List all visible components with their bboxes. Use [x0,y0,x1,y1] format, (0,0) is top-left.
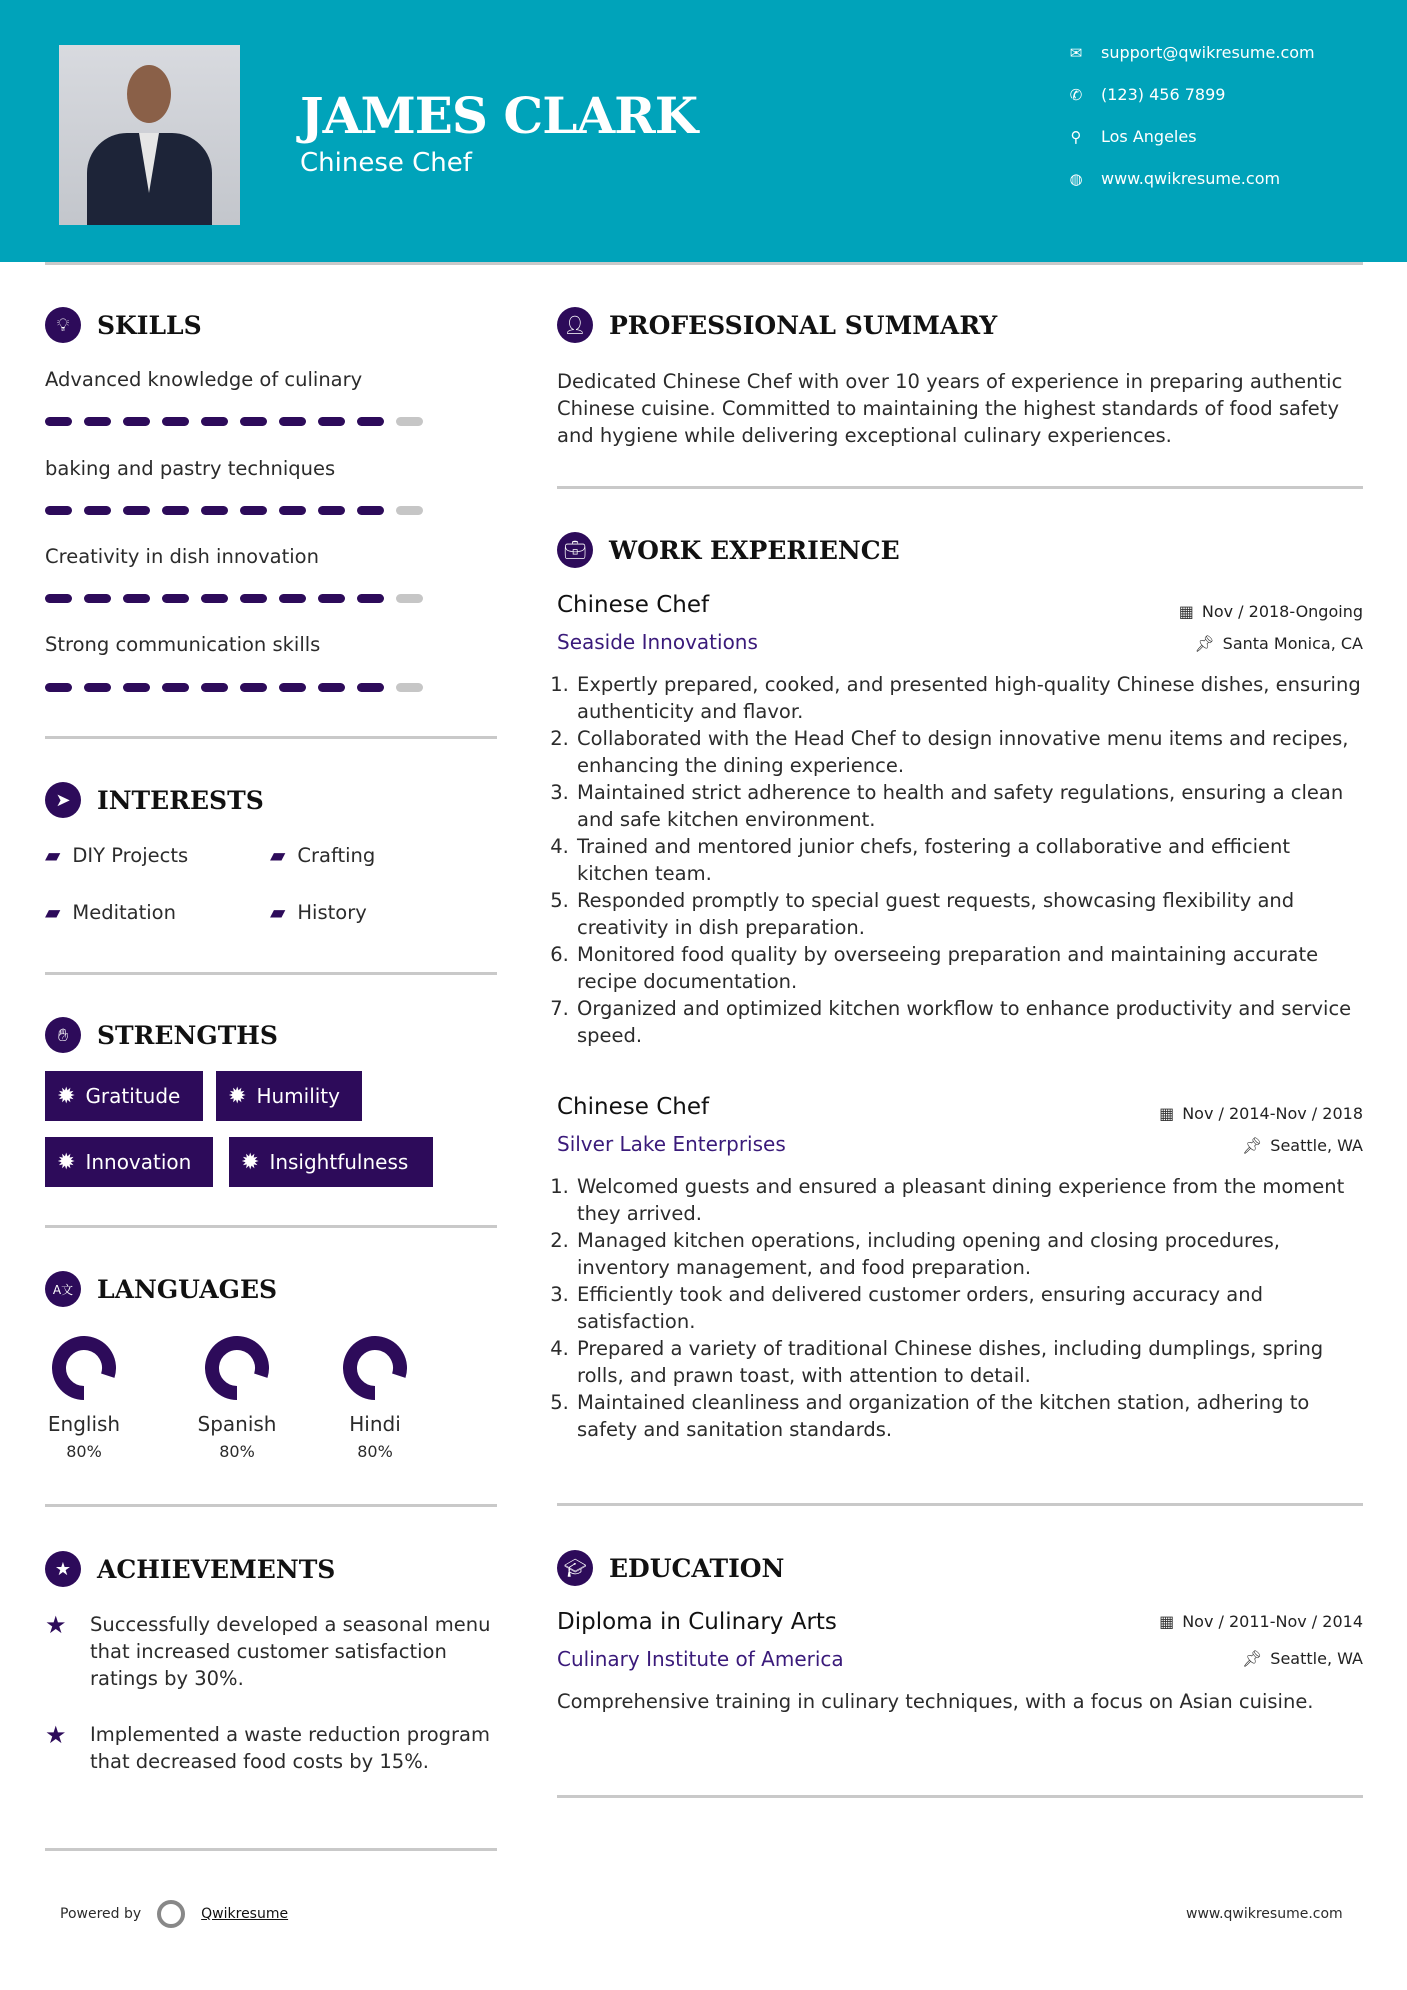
job-bullet: 2. Managed kitchen operations, including opening and closing procedures, inventory management, and food preparation. [575,1227,1363,1281]
skill-bar-segment [318,506,345,515]
skill-bar-segment [396,417,423,426]
skill-bar-segment [201,594,228,603]
skill-bar-segment [201,683,228,692]
skill-label: Advanced knowledge of culinary [45,368,363,391]
job-bullet: 4. Trained and mentored junior chefs, fostering a collaborative and efficient kitchen team. [575,833,1363,887]
skills-heading: 💡︎ SKILLS [45,307,202,343]
job-bullet: 1. Welcomed guests and ensured a pleasant dining experience from the moment they arrived. [575,1173,1363,1227]
achievement-item: ★ Successfully developed a seasonal menu that increased customer satisfaction ratings by 30%. [45,1611,491,1690]
star-icon: ★ [45,1721,67,1749]
skill-bar-segment [357,417,384,426]
skill-bar-segment [84,506,111,515]
skill-bar-segment [84,594,111,603]
skill-bar-segment [240,506,267,515]
skill-bar [45,683,423,692]
skill-bar-segment [45,506,72,515]
divider [557,486,1363,489]
candidate-title: Chinese Chef [300,148,472,178]
interests-heading: ➤ INTERESTS [45,782,264,818]
skill-bar-segment [396,594,423,603]
badge-icon: ✹ [228,1083,247,1109]
school-name: Culinary Institute of America [557,1647,844,1671]
skill-label: baking and pastry techniques [45,457,336,480]
skill-bar-segment [201,417,228,426]
skill-bar-segment [240,417,267,426]
skill-bar-segment [162,506,189,515]
job-title: Chinese Chef [557,1094,710,1120]
pin-icon: 📌︎ [1241,1649,1263,1668]
divider [557,1503,1363,1506]
job-bullet: 6. Monitored food quality by overseeing preparation and maintaining accurate recipe documentation. [575,941,1363,995]
skill-bar-segment [201,506,228,515]
education-heading: 🎓︎ EDUCATION [557,1550,784,1586]
star-icon: ★ [45,1551,81,1587]
interest-item: ▰ DIY Projects [45,843,189,867]
job-bullets [557,1173,1363,1443]
skill-bar-segment [279,506,306,515]
footer-powered-by: Powered by Qwikresume [60,1900,288,1928]
job-bullets [557,671,1363,1049]
footer-website[interactable]: www.qwikresume.com [1186,1906,1343,1922]
job-bullet: 3. Efficiently took and delivered customer orders, ensuring accuracy and satisfaction. [575,1281,1363,1335]
qwikresume-link[interactable]: Qwikresume [201,1906,289,1922]
interest-item: ▰ Crafting [270,843,376,867]
languages-heading: A文 LANGUAGES [45,1271,277,1307]
language-ring-arc [59,1343,109,1393]
skill-bar-segment [123,683,150,692]
job-bullet: 2. Collaborated with the Head Chef to design innovative menu items and recipes, enhancing the dining experience. [575,725,1363,779]
calendar-icon: ▦ [1178,602,1194,621]
divider [45,262,1363,265]
skill-bar-segment [84,417,111,426]
skill-bar-segment [279,417,306,426]
language-ring [52,1336,116,1400]
skill-bar-segment [162,594,189,603]
skill-bar-segment [45,594,72,603]
qwikresume-logo-icon [157,1900,185,1928]
phone-icon: ✆ [1069,85,1083,104]
profile-photo [59,45,240,225]
user-icon: 👤︎ [557,307,593,343]
skill-bar-segment [123,594,150,603]
job-bullet: 3. Maintained strict adherence to health and safety regulations, ensuring a clean and safe kitchen environment. [575,779,1363,833]
pin-icon: 📌︎ [1241,1136,1263,1155]
language-ring [205,1336,269,1400]
language-ring-arc [350,1343,400,1393]
calendar-icon: ▦ [1159,1612,1175,1631]
skill-label: Creativity in dish innovation [45,545,319,568]
skill-bar-segment [162,683,189,692]
pin-icon: 📌︎ [1194,634,1215,653]
briefcase-icon: 💼︎ [557,532,593,568]
skill-bar-segment [318,594,345,603]
hand-icon: ✋︎ [45,1017,81,1053]
job-bullet: 5. Maintained cleanliness and organization of the kitchen station, adhering to safety and sanitation standards. [575,1389,1363,1443]
skill-label: Strong communication skills [45,633,321,656]
language-item: English 80% [29,1336,139,1461]
skill-bar [45,506,423,515]
contact-phone: ✆ (123) 456 7899 [1066,85,1225,104]
skill-bar-segment [84,683,111,692]
strength-tag: ✹ Innovation [45,1137,213,1187]
divider [45,1848,497,1851]
job-bullet: 1. Expertly prepared, cooked, and presented high-quality Chinese dishes, ensuring authenticity and flavor. [575,671,1363,725]
skill-bar-segment [396,506,423,515]
company-name: Silver Lake Enterprises [557,1132,786,1156]
job-dates: ▦ Nov / 2018-Ongoing [1178,602,1363,621]
language-item: Hindi 80% [320,1336,430,1461]
contact-location: ⚲ Los Angeles [1066,127,1197,146]
summary-text: Dedicated Chinese Chef with over 10 years of experience in preparing authentic Chinese cuisine. Committed to maintaining the highest standards of food safety and hygiene while delivering exceptional culinary experiences. [557,370,1343,447]
divider [45,736,497,739]
interest-item: ▰ History [270,900,367,924]
paper-plane-icon: ➤ [45,782,81,818]
job-bullet: 4. Prepared a variety of traditional Chinese dishes, including dumplings, spring rolls, and prawn toast, with attention to detail. [575,1335,1363,1389]
contact-website[interactable]: ◍ www.qwikresume.com [1066,169,1280,188]
divider [557,1795,1363,1798]
language-icon: A文 [45,1271,81,1307]
work-heading: 💼︎ WORK EXPERIENCE [557,532,900,568]
summary-heading: 👤︎ PROFESSIONAL SUMMARY [557,307,997,343]
education-dates: ▦ Nov / 2011-Nov / 2014 [1159,1612,1363,1631]
book-icon: ▰ [270,843,286,867]
divider [45,972,497,975]
skill-bar-segment [357,506,384,515]
skill-bar-segment [240,594,267,603]
graduate-icon: 🎓︎ [557,1550,593,1586]
interest-item: ▰ Meditation [45,900,176,924]
job-bullet: 7. Organized and optimized kitchen workflow to enhance productivity and service speed. [575,995,1363,1049]
skill-bar-segment [396,683,423,692]
skill-bar-segment [279,594,306,603]
skill-bar-segment [318,417,345,426]
star-icon: ★ [45,1611,67,1639]
book-icon: ▰ [45,843,61,867]
language-ring [343,1336,407,1400]
envelope-icon: ✉ [1069,43,1083,62]
badge-icon: ✹ [241,1149,260,1175]
skill-bar-segment [45,683,72,692]
skill-bar-segment [357,683,384,692]
degree: Diploma in Culinary Arts [557,1609,837,1635]
divider [45,1225,497,1228]
lightbulb-icon: 💡︎ [45,307,81,343]
globe-icon: ◍ [1069,169,1083,188]
map-pin-icon: ⚲ [1070,127,1082,146]
skill-bar-segment [123,506,150,515]
job-dates: ▦ Nov / 2014-Nov / 2018 [1159,1104,1363,1123]
language-ring-arc [212,1343,262,1393]
badge-icon: ✹ [57,1083,76,1109]
language-item: Spanish 80% [182,1336,292,1461]
job-location: 📌︎ Seattle, WA [1241,1136,1363,1155]
calendar-icon: ▦ [1159,1104,1175,1123]
candidate-name: JAMES CLARK [300,86,698,145]
job-bullet: 5. Responded promptly to special guest requests, showcasing flexibility and creativity in dish preparation. [575,887,1363,941]
skill-bar-segment [279,683,306,692]
skill-bar-segment [318,683,345,692]
skill-bar [45,417,423,426]
achievement-item: ★ Implemented a waste reduction program that decreased food costs by 15%. [45,1721,490,1773]
book-icon: ▰ [270,900,286,924]
strength-tag: ✹ Insightfulness [229,1137,433,1187]
skill-bar-segment [45,417,72,426]
education-location: 📌︎ Seattle, WA [1241,1649,1363,1668]
badge-icon: ✹ [57,1149,76,1175]
strength-tag: ✹ Humility [216,1071,362,1121]
skill-bar [45,594,423,603]
education-description: Comprehensive training in culinary techniques, with a focus on Asian cuisine. [557,1690,1314,1713]
divider [45,1504,497,1507]
job-title: Chinese Chef [557,592,710,618]
job-location: 📌︎ Santa Monica, CA [1194,634,1363,653]
skill-bar-segment [162,417,189,426]
skill-bar-segment [357,594,384,603]
skill-bar-segment [240,683,267,692]
company-name: Seaside Innovations [557,630,758,654]
skill-bar-segment [123,417,150,426]
achievements-heading: ★ ACHIEVEMENTS [45,1551,335,1587]
contact-email[interactable]: ✉ support@qwikresume.com [1066,43,1315,62]
strength-tag: ✹ Gratitude [45,1071,203,1121]
strengths-heading: ✋︎ STRENGTHS [45,1017,278,1053]
book-icon: ▰ [45,900,61,924]
